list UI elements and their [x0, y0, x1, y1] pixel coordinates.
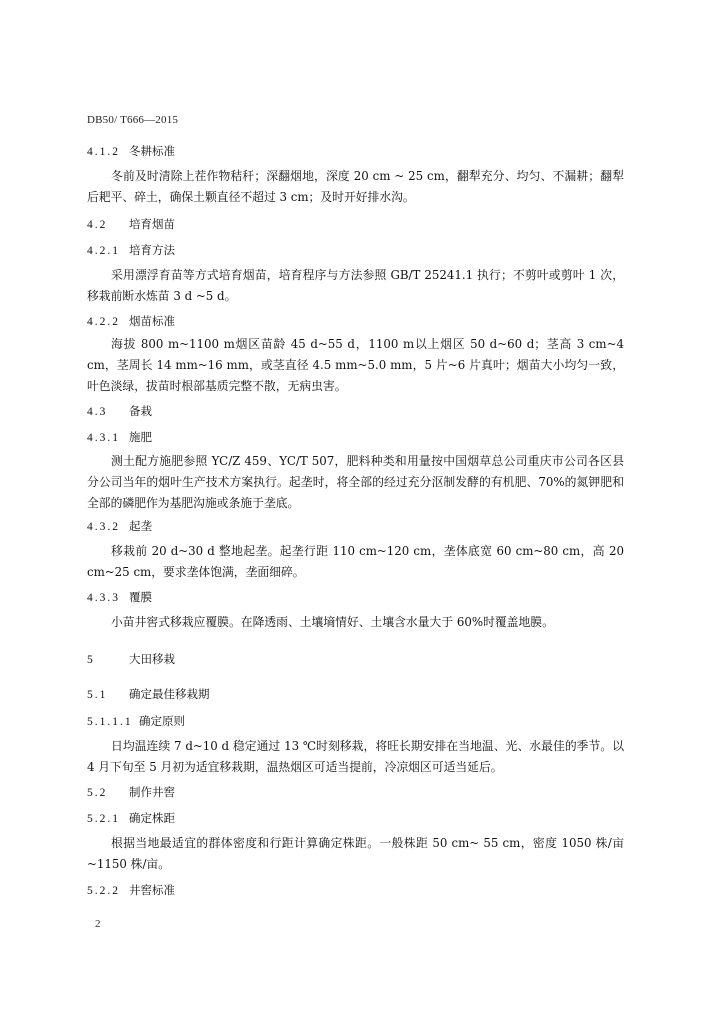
section-title: 培育方法	[129, 243, 175, 257]
paragraph: 根据当地最适宜的群体密度和行距计算确定株距。一般株距 50 cm~ 55 cm，密度 1050 株/亩~1150 株/亩。	[87, 836, 624, 871]
section-title: 冬耕标准	[129, 144, 175, 158]
section-title: 确定原则	[139, 714, 185, 728]
section-number: 5	[87, 654, 95, 666]
heading-4-2	[87, 216, 175, 232]
section-number: 4.2.1	[87, 245, 120, 257]
heading-5	[87, 651, 175, 667]
section-title: 确定最佳移栽期	[129, 687, 210, 701]
section-number: 4.3.1	[87, 432, 120, 444]
paragraph: 测土配方施肥参照 YC/Z 459、YC/T 507，肥料种类和用量按中国烟草总公司重庆市公司各区县分公司当年的烟叶生产技术方案执行。起垄时，将全部的经过充分沤制发酵的有机肥、70%的氮钾肥和全部的磷肥作为基肥沟施或条施于垄底。	[87, 454, 624, 510]
section-title: 起垄	[129, 519, 152, 533]
paragraph: 冬前及时清除上茬作物秸秆；深翻烟地，深度 20 cm ~ 25 cm，翻犁充分、均匀、不漏耕；翻犁后耙平、碎土，确保土颗直径不超过 3 cm；及时开好排水沟。	[87, 169, 624, 204]
heading-5-1	[87, 686, 210, 702]
paragraph: 日均温连续 7 d~10 d 稳定通过 13 ℃时刻移栽，将旺长期安排在当地温、光、水最佳的季节。以 4 月下旬至 5 月初为适宜移栽期，温热烟区可适当提前，冷凉烟区可适当延后。	[87, 739, 624, 774]
section-title: 大田移栽	[129, 652, 175, 666]
section-number: 4.3	[87, 406, 108, 418]
section-title: 备栽	[129, 404, 152, 418]
section-number: 5.1.1.1	[87, 716, 133, 728]
section-title: 井窖标准	[129, 883, 175, 897]
paragraph: 采用漂浮育苗等方式培育烟苗，培育程序与方法参照 GB/T 25241.1 执行；不剪叶或剪叶 1 次，移栽前断水炼苗 3 d ~5 d。	[87, 268, 624, 303]
paragraph: 移栽前 20 d~30 d 整地起垄。起垄行距 110 cm~120 cm，垄体底宽 60 cm~80 cm，高 20 cm~25 cm，要求垄体饱满，垄面细碎。	[87, 544, 624, 579]
heading-4-3-1	[87, 429, 152, 445]
section-number: 4.3.3	[87, 592, 120, 604]
section-number: 4.3.2	[87, 521, 120, 533]
section-number: 4.2	[87, 219, 108, 231]
section-number: 4.2.2	[87, 316, 120, 328]
section-number: 5.2.1	[87, 813, 120, 825]
standard-code: DB50/ T666—2015	[87, 114, 179, 126]
paragraph: 小苗井窖式移栽应覆膜。在降透雨、土壤墒情好、土壤含水量大于 60%时覆盖地膜。	[111, 615, 554, 629]
heading-5-2	[87, 784, 175, 800]
section-title: 施肥	[129, 430, 152, 444]
section-title: 烟苗标准	[129, 314, 175, 328]
section-number: 4.1.2	[87, 146, 120, 158]
paragraph: 海拔 800 m~1100 m烟区苗龄 45 d~55 d，1100 m以上烟区 50 d~60 d；茎高 3 cm~4 cm，茎周长 14 mm~16 mm，或茎直径 4.5 mm~5.0 mm，5 片~6 片真叶；烟苗大小均匀一致，叶色淡绿，拔苗时根部基质完整不散，无病虫害。	[87, 337, 624, 393]
section-title: 确定株距	[129, 811, 175, 825]
heading-4-3-2	[87, 518, 152, 534]
section-title: 培育烟苗	[129, 217, 175, 231]
heading-4-2-1	[87, 242, 175, 258]
heading-5-2-1	[87, 810, 175, 826]
heading-4-3-3	[87, 589, 152, 605]
section-number: 5.2.2	[87, 885, 120, 897]
section-number: 5.1	[87, 689, 108, 701]
heading-5-1-1-1	[87, 713, 185, 729]
section-title: 覆膜	[129, 590, 152, 604]
section-title: 制作井窖	[129, 785, 175, 799]
heading-4-3	[87, 403, 152, 419]
page-number: 2	[95, 918, 101, 930]
section-number: 5.2	[87, 787, 108, 799]
heading-4-2-2	[87, 313, 175, 329]
heading-4-1-2	[87, 143, 175, 159]
heading-5-2-2	[87, 882, 175, 898]
